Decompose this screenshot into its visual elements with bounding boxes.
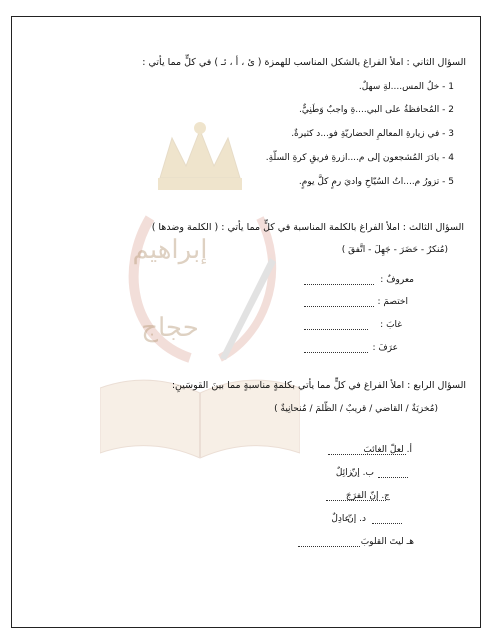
answer-line[interactable]: [304, 329, 368, 330]
q2-item-1: 1 - خلُ المس....لةِ سهلٌ.: [358, 82, 454, 92]
answer-line[interactable]: [378, 477, 408, 478]
q2-title: السؤال الثاني : املأ الفراغ بالشكل المناسب للهمزة ( ئ ، أ ، ئـ ) في كلٍّ مما يأتي :: [142, 57, 466, 68]
watermark-text-2: حجاج: [141, 313, 199, 343]
answer-line[interactable]: [298, 546, 360, 547]
answer-line[interactable]: [372, 523, 402, 524]
answer-line[interactable]: [304, 306, 374, 307]
answer-line[interactable]: [328, 454, 406, 455]
q4-item-d-word: عادِلٌ: [331, 514, 350, 524]
q2-item-2: 2 - المُحافظةُ على البي....ةِ واجبٌ وَطَنِيٌّ.: [299, 105, 454, 115]
q4-item-b-word: زائِلٌ: [335, 468, 352, 478]
q4-item-d: د. إنّ: [347, 514, 366, 524]
answer-line[interactable]: [326, 500, 386, 501]
q3-item-3: غابَ :: [380, 320, 402, 330]
answer-line[interactable]: [304, 284, 374, 285]
q2-item-4: 4 - بادَرَ المُشجعون إلى م....ازرةِ فريقِ كرةِ السلّةِ.: [265, 153, 454, 163]
q4-item-a: أ. لعلّ الغائبَ: [363, 445, 412, 455]
q2-item-3: 3 - في زيارةِ المعالمِ الحضاريّةِ فو...د كثيرةٌ.: [291, 129, 454, 139]
q3-item-2: اختصمَ :: [377, 297, 408, 307]
q2-item-5: 5 - تزورُ م....اتُ السُيّاحِ واديَ رمٍ كلَّ يومٍ.: [298, 177, 454, 187]
q3-choices: (مُنكرٌ - حَضَرَ - جَهِلَ - اتَّفقَ ): [341, 245, 448, 255]
q4-title: السؤال الرابع : املأ الفراغ في كلٍّ مما يأتي بكلمةٍ مناسبةٍ مما بينَ القوسَينِ:: [171, 380, 466, 391]
q4-item-e: هـ ليتَ القلوبَ: [360, 537, 414, 547]
watermark-text-1: إبراهيم: [132, 235, 208, 265]
q4-item-c: ج. إنّ الفرَجَ: [345, 491, 390, 501]
q4-item-b: ب. إنّ: [350, 468, 374, 478]
q3-item-4: عرَفَ :: [372, 343, 398, 353]
q3-item-1: معروفٌ :: [380, 275, 414, 285]
q4-choices: (مُخزيَةٌ / القاضي / قريبٌ / الظّلمَ / مُنحانِيةٌ ): [274, 404, 438, 414]
answer-line[interactable]: [304, 352, 368, 353]
q3-title: السؤال الثالث : املأ الفراغ بالكلمة المناسبة في كلٍّ مما يأتي : ( الكلمة وضدها ): [151, 222, 464, 233]
